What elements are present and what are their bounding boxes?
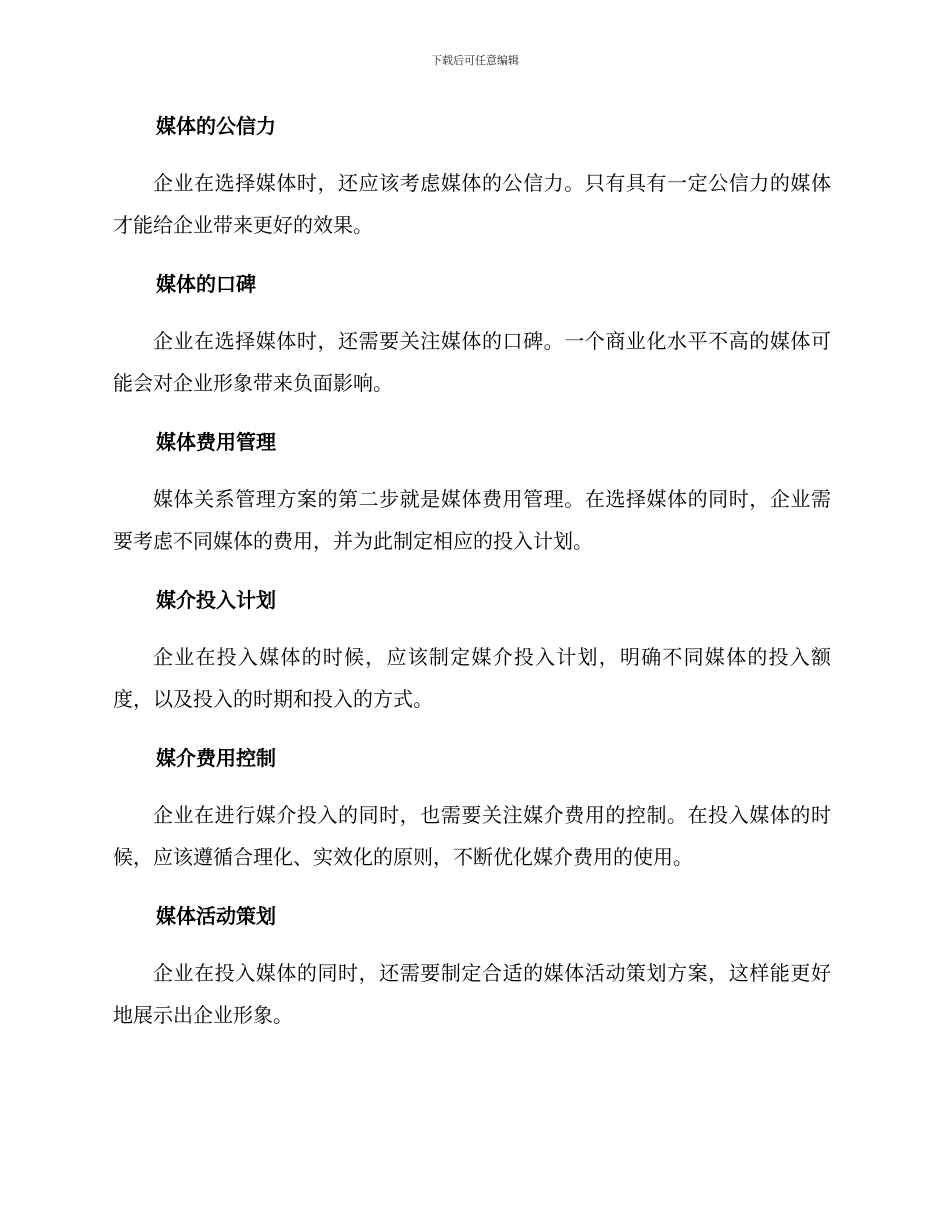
section-media-event-planning bbox=[113, 900, 831, 1036]
section-paragraph: 企业在投入媒体的同时，还需要制定合适的媒体活动策划方案，这样能更好地展示出企业形象。 bbox=[113, 961, 831, 1027]
section-paragraph: 企业在进行媒介投入的同时，也需要关注媒介费用的控制。在投入媒体的时候，应该遵循合理化、实效化的原则，不断优化媒介费用的使用。 bbox=[113, 803, 831, 869]
section-media-cost-management bbox=[113, 426, 831, 562]
section-heading: 媒体活动策划 bbox=[156, 904, 276, 928]
section-heading: 媒体的口碑 bbox=[156, 272, 256, 296]
section-media-cost-control bbox=[113, 742, 831, 878]
section-paragraph: 企业在投入媒体的时候，应该制定媒介投入计划，明确不同媒体的投入额度，以及投入的时期和投入的方式。 bbox=[113, 645, 831, 711]
section-media-investment-plan bbox=[113, 584, 831, 720]
section-heading: 媒介投入计划 bbox=[156, 588, 276, 612]
page-header: 下载后可任意编辑 bbox=[431, 54, 519, 67]
document-body bbox=[113, 110, 831, 1058]
section-paragraph: 企业在选择媒体时，还应该考虑媒体的公信力。只有具有一定公信力的媒体才能给企业带来更好的效果。 bbox=[113, 171, 831, 237]
section-paragraph: 媒体关系管理方案的第二步就是媒体费用管理。在选择媒体的同时，企业需要考虑不同媒体的费用，并为此制定相应的投入计划。 bbox=[113, 487, 831, 553]
section-paragraph: 企业在选择媒体时，还需要关注媒体的口碑。一个商业化水平不高的媒体可能会对企业形象带来负面影响。 bbox=[113, 329, 831, 395]
section-media-reputation bbox=[113, 268, 831, 404]
section-heading: 媒体费用管理 bbox=[156, 430, 276, 454]
section-heading: 媒介费用控制 bbox=[156, 746, 276, 770]
section-heading: 媒体的公信力 bbox=[156, 114, 276, 138]
section-media-credibility bbox=[113, 110, 831, 246]
